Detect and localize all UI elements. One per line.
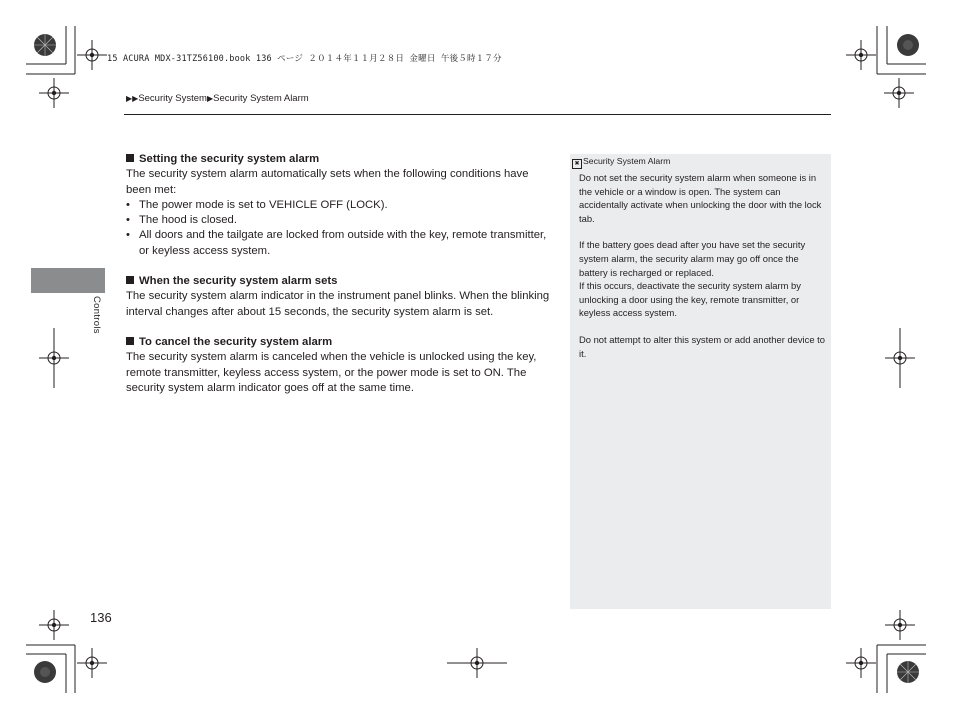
section-alarm-sets [126,274,550,320]
reference-icon: ✖ [572,159,582,169]
section-heading: When the security system alarm sets [126,274,550,289]
list-item: • All doors and the tailgate are locked from outside with the key, remote transmitter, or keyless access system. [126,229,547,257]
square-bullet-icon [126,154,134,162]
main-content [126,152,550,396]
note-title: ✖ Security System Alarm [572,156,670,169]
square-bullet-icon [126,337,134,345]
header-divider [124,114,831,115]
note-body [579,171,825,360]
side-note-box [570,154,831,609]
bullet-icon: • [126,214,130,227]
arrow-icon: ▶ [206,94,214,103]
print-header: 15 ACURA MDX-31TZ56100.book 136 ページ ２０１４年１１月２８日 金曜日 午後５時１７分 [107,54,502,64]
section-setting-alarm [126,152,550,259]
breadcrumb-item-security-system-alarm[interactable]: Security System Alarm [213,93,309,104]
section-heading: To cancel the security system alarm [126,335,550,350]
breadcrumb [126,93,309,104]
list-item: • The hood is closed. [126,213,550,228]
side-chapter-tab [31,268,105,293]
bullet-icon: • [126,229,130,242]
breadcrumb-item-security-system[interactable]: Security System [138,93,207,104]
double-arrow-icon: ▶▶ [126,94,139,103]
note-paragraph: Do not attempt to alter this system or add another device to it. [579,333,825,359]
list-item: • The power mode is set to VEHICLE OFF (LOCK). [126,198,550,213]
square-bullet-icon [126,276,134,284]
section-body: The security system alarm indicator in the instrument panel blinks. When the blinking interval changes after about 15 seconds, the security system alarm is set. [126,290,550,318]
conditions-list [126,198,550,259]
note-paragraph: If the battery goes dead after you have set the security system alarm, the security alarm may go off once the battery is recharged or replaced. [579,239,806,278]
section-intro: The security system alarm automatically sets when the following conditions have been met: [126,168,529,196]
note-paragraph: Do not set the security system alarm when someone is in the vehicle or a window is open. The system can accidentally activate when unlocking the door with the lock tab. [579,172,822,224]
section-cancel-alarm [126,335,550,396]
section-heading: Setting the security system alarm [126,152,550,167]
bullet-icon: • [126,198,130,211]
note-paragraph: If this occurs, deactivate the security system alarm by unlocking a door using the key, remote transmitter, or keyless access system. [579,280,801,319]
section-body: The security system alarm is canceled when the vehicle is unlocked using the key, remote transmitter, keyless access system, or the power mode is set to ON. The security system alarm indicator goes off at the same time. [126,351,537,394]
side-chapter-label: Controls [91,296,102,334]
page-number: 136 [90,610,112,625]
